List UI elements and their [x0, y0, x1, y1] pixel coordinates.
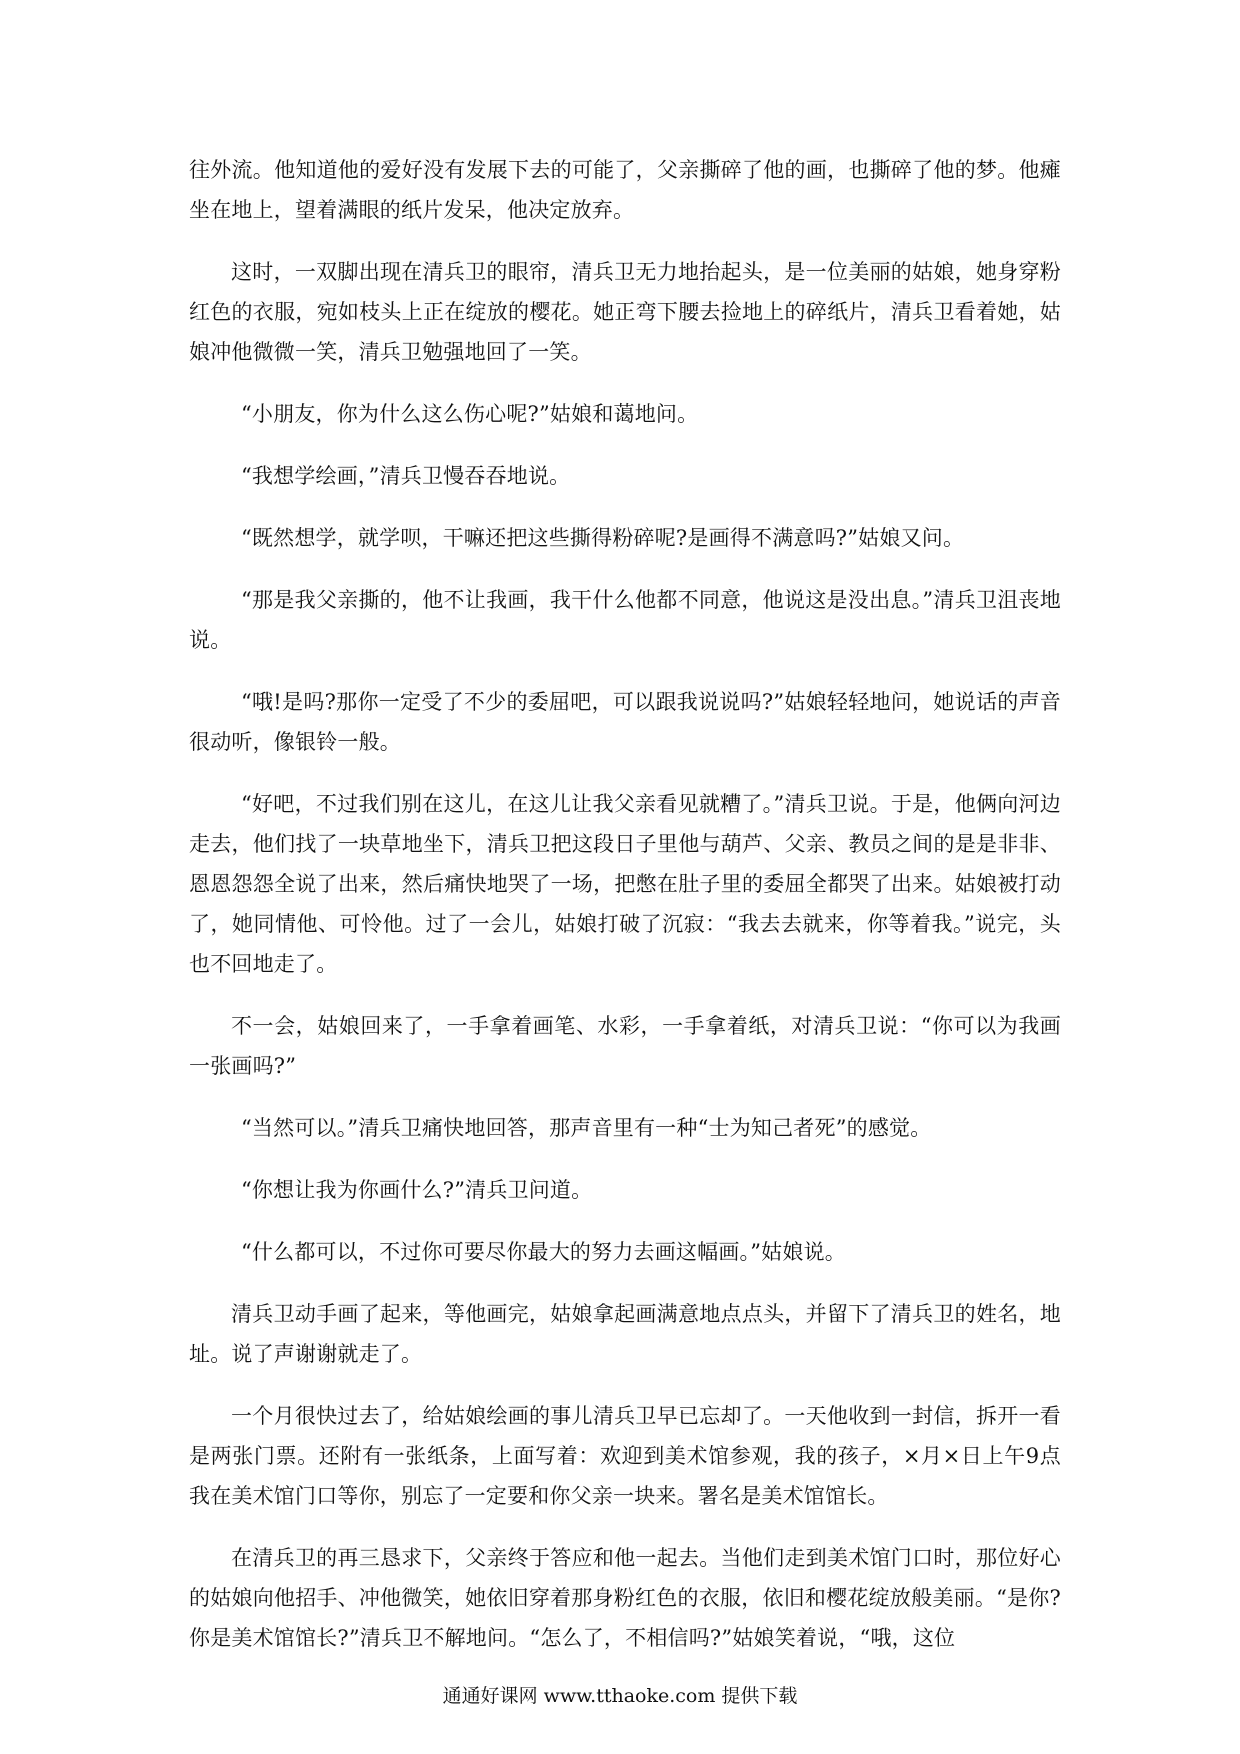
paragraph-6: “那是我父亲撕的，他不让我画，我干什么他都不同意，他说这是没出息。”清兵卫沮丧地说。 — [189, 588, 1061, 652]
page-footer: 通通好课网 www.tthaoke.com 提供下载 — [442, 1685, 798, 1707]
paragraph-14: 一个月很快过去了，给姑娘绘画的事儿清兵卫早已忘却了。一天他收到一封信，拆开一看是两张门票。还附有一张纸条，上面写着：欢迎到美术馆参观，我的孩子，×月×日上午9点我在美术馆门口等你，别忘了一定要和你父亲一块来。署名是美术馆馆长。 — [189, 1404, 1061, 1508]
document-body — [189, 150, 1061, 1680]
paragraph-13: 清兵卫动手画了起来，等他画完，姑娘拿起画满意地点点头，并留下了清兵卫的姓名，地址。说了声谢谢就走了。 — [189, 1302, 1061, 1366]
paragraph-12: “什么都可以，不过你可要尽你最大的努力去画这幅画。”姑娘说。 — [241, 1240, 846, 1264]
paragraph-9: 不一会，姑娘回来了，一手拿着画笔、水彩，一手拿着纸，对清兵卫说：“你可以为我画一张画吗?” — [189, 1014, 1061, 1078]
paragraph-3: “小朋友，你为什么这么伤心呢?”姑娘和蔼地问。 — [241, 402, 699, 426]
paragraph-11: “你想让我为你画什么?”清兵卫问道。 — [241, 1178, 593, 1202]
paragraph-2: 这时，一双脚出现在清兵卫的眼帘，清兵卫无力地抬起头，是一位美丽的姑娘，她身穿粉红色的衣服，宛如枝头上正在绽放的樱花。她正弯下腰去捡地上的碎纸片，清兵卫看着她，姑娘冲他微微一笑，清兵卫勉强地回了一笑。 — [189, 260, 1061, 364]
paragraph-1: 往外流。他知道他的爱好没有发展下去的可能了，父亲撕碎了他的画，也撕碎了他的梦。他瘫坐在地上，望着满眼的纸片发呆，他决定放弃。 — [189, 158, 1061, 222]
paragraph-8: “好吧，不过我们别在这儿，在这儿让我父亲看见就糟了。”清兵卫说。于是，他俩向河边走去，他们找了一块草地坐下，清兵卫把这段日子里他与葫芦、父亲、教员之间的是是非非、恩恩怨怨全说了出来，然后痛快地哭了一场，把憋在肚子里的委屈全都哭了出来。姑娘被打动了，她同情他、可怜他。过了一会儿，姑娘打破了沉寂：“我去去就来，你等着我。”说完，头也不回地走了。 — [189, 792, 1061, 976]
paragraph-7: “哦!是吗?那你一定受了不少的委屈吧，可以跟我说说吗?”姑娘轻轻地问，她说话的声音很动听，像银铃一般。 — [189, 690, 1061, 754]
paragraph-5: “既然想学，就学呗，干嘛还把这些撕得粉碎呢?是画得不满意吗?”姑娘又问。 — [241, 526, 965, 550]
paragraph-15: 在清兵卫的再三恳求下，父亲终于答应和他一起去。当他们走到美术馆门口时，那位好心的姑娘向他招手、冲他微笑，她依旧穿着那身粉红色的衣服，依旧和樱花绽放般美丽。“是你?你是美术馆馆长?”清兵卫不解地问。“怎么了，不相信吗?”姑娘笑着说，“哦，这位 — [189, 1546, 1061, 1650]
paragraph-10: “当然可以。”清兵卫痛快地回答，那声音里有一种“士为知己者死”的感觉。 — [241, 1116, 932, 1140]
paragraph-4: “我想学绘画，”清兵卫慢吞吞地说。 — [241, 464, 571, 488]
